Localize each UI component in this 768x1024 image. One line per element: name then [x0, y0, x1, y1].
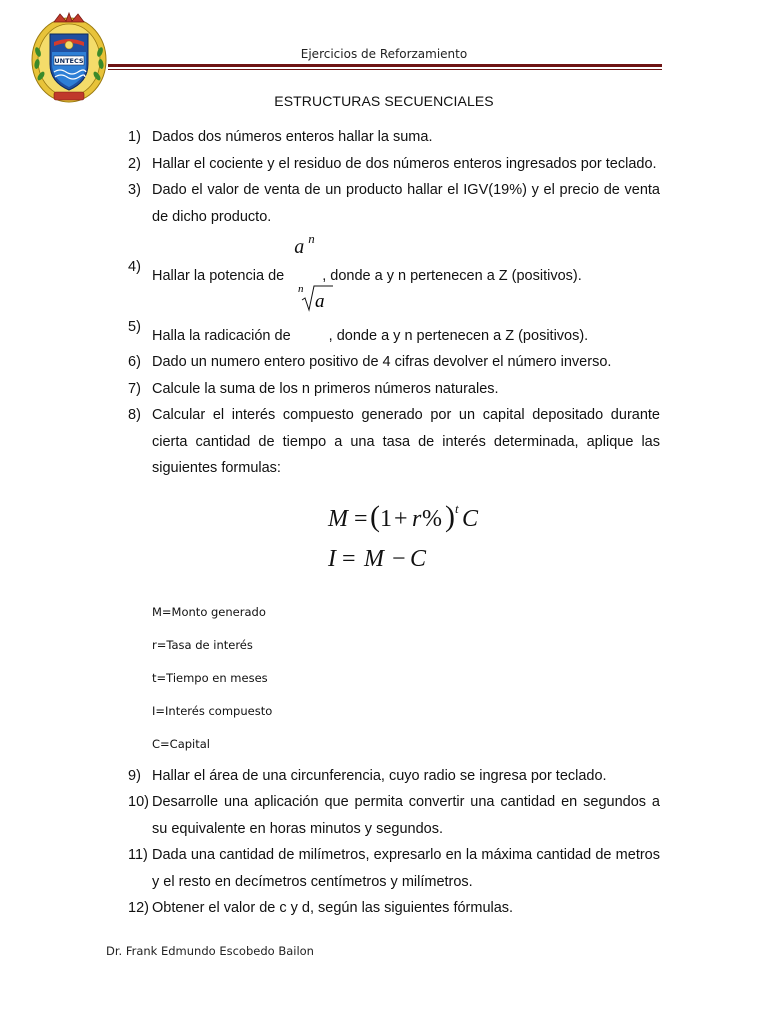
- svg-text:C: C: [462, 505, 479, 532]
- item-number: 4): [128, 259, 141, 275]
- definition-item: C=Capital: [152, 736, 210, 751]
- item-text: Dados dos números enteros hallar la suma.: [152, 129, 433, 145]
- svg-text:M: M: [328, 505, 348, 532]
- header-title: Ejercicios de Reforzamiento: [300, 47, 468, 61]
- list-item: [128, 177, 660, 230]
- item-text: Hallar el cociente y el residuo de dos números enteros ingresados por teclado.: [152, 155, 657, 172]
- section-title: ESTRUCTURAS SECUENCIALES: [274, 93, 494, 109]
- item-text: Dada una cantidad de milímetros, expresarlo en la máxima cantidad de metros y el resto en decímetros centímetros y milímetros.: [152, 847, 660, 890]
- svg-text:a: a: [314, 290, 325, 312]
- item-number: 1): [128, 129, 141, 145]
- svg-text:=: =: [354, 505, 368, 532]
- list-item: [128, 349, 660, 376]
- svg-text:%: %: [422, 505, 442, 532]
- definition-item: I=Interés compuesto: [152, 703, 273, 718]
- item-text-before: Halla la radicación de: [152, 327, 295, 344]
- item-text-after: , donde a y n pertenecen a Z (positivos).: [322, 268, 582, 284]
- svg-text:+: +: [394, 505, 408, 532]
- svg-text:−: −: [392, 545, 406, 572]
- list-item: [128, 789, 660, 842]
- definition-item: r=Tasa de interés: [152, 637, 253, 652]
- item-number: 10): [128, 794, 149, 810]
- definition-item: t=Tiempo en meses: [152, 670, 268, 685]
- list-item: [128, 376, 660, 403]
- item-number: 8): [128, 407, 141, 423]
- svg-text:M: M: [364, 545, 384, 572]
- list-item: [128, 402, 660, 482]
- list-item: [128, 151, 660, 178]
- item-number: 11): [128, 847, 148, 863]
- item-number: 7): [128, 380, 141, 397]
- exercise-list: [128, 124, 660, 922]
- power-formula: a n: [294, 231, 315, 258]
- definition-item: M=Monto generado: [152, 604, 266, 619]
- svg-text:C: C: [410, 545, 427, 572]
- item-text: Dado el valor de venta de un producto hallar el IGV(19%) y el precio de venta de dicho producto.: [152, 182, 660, 225]
- svg-text:t: t: [455, 500, 459, 516]
- svg-text:(: (: [370, 499, 380, 533]
- svg-text:1: 1: [380, 505, 392, 532]
- svg-text:UNTECS: UNTECS: [54, 57, 84, 65]
- list-item: [128, 895, 660, 922]
- item-number: 9): [128, 767, 141, 784]
- variable-definitions: [128, 596, 660, 761]
- svg-text:n: n: [297, 282, 304, 295]
- list-item: [128, 282, 660, 350]
- svg-text:I: I: [328, 545, 336, 572]
- root-formula: [295, 282, 329, 340]
- interest-formulas: [128, 496, 660, 586]
- item-number: 6): [128, 354, 141, 370]
- list-item: [128, 763, 660, 790]
- header-divider: [108, 64, 662, 70]
- item-text: Hallar el área de una circunferencia, cuyo radio se ingresa por teclado.: [152, 767, 607, 784]
- item-number: 5): [128, 318, 141, 335]
- item-text: Obtener el valor de c y d, según las siguientes fórmulas.: [152, 900, 514, 916]
- item-number: 3): [128, 182, 141, 198]
- svg-text:r: r: [412, 505, 422, 532]
- list-item: [128, 842, 660, 895]
- item-text-after: , donde a y n pertenecen a Z (positivos).: [328, 327, 589, 344]
- footer-author: Dr. Frank Edmundo Escobedo Bailon: [106, 944, 314, 958]
- svg-text:=: =: [342, 545, 356, 572]
- item-text: Calcule la suma de los n primeros números naturales.: [152, 380, 499, 397]
- item-text: Desarrolle una aplicación que permita convertir una cantidad en segundos a su equivalente en horas minutos y segundos.: [152, 794, 660, 837]
- list-item: [128, 124, 660, 151]
- item-number: 12): [128, 900, 149, 916]
- item-text: Dado un numero entero positivo de 4 cifras devolver el número inverso.: [152, 354, 612, 370]
- compound-interest-formula: [324, 496, 504, 576]
- item-number: 2): [128, 155, 141, 172]
- list-item: [128, 231, 660, 290]
- item-text: Calcular el interés compuesto generado por un capital depositado durante cierta cantidad de tiempo a una tasa de interés determinada, aplique las siguientes formulas:: [152, 407, 660, 476]
- item-text-before: Hallar la potencia de: [152, 268, 289, 284]
- svg-text:): ): [445, 499, 455, 533]
